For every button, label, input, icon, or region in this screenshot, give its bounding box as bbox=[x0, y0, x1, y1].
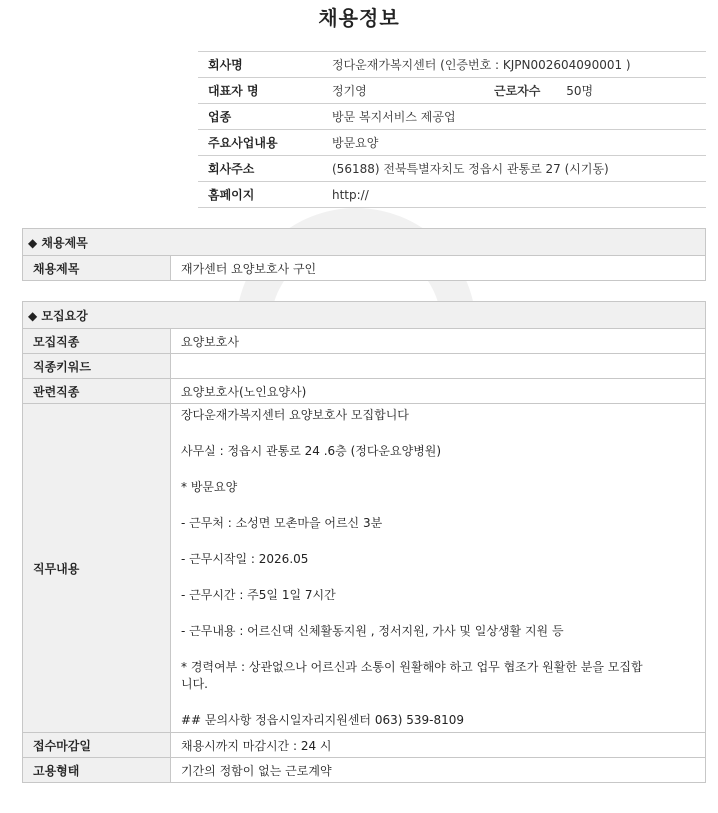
duty-line: - 근무시작일 : 2026.05 bbox=[181, 552, 309, 566]
business-row bbox=[198, 130, 706, 156]
recruit-title-value: 재가센터 요양보호사 구인 bbox=[171, 256, 706, 281]
duty-line: - 근무내용 : 어르신댁 신체활동지원 , 정서지원, 가사 및 일상생활 지원 등 bbox=[181, 624, 564, 638]
related-job-value: 요양보호사(노인요양사) bbox=[171, 379, 706, 404]
company-name-label: 회사명 bbox=[198, 52, 322, 78]
duty-line: 니다. bbox=[181, 677, 208, 691]
business-label: 주요사업내용 bbox=[198, 130, 322, 156]
industry-label: 업종 bbox=[198, 104, 322, 130]
company-info-table bbox=[198, 51, 706, 208]
employment-type-label: 고용형태 bbox=[23, 758, 171, 783]
recruit-title-label: 채용제목 bbox=[23, 256, 171, 281]
recruit-title-section bbox=[22, 228, 706, 281]
address-value: (56188) 전북특별자치도 정읍시 관통로 27 (시기동) bbox=[322, 156, 706, 182]
workers-label: 근로자수 bbox=[494, 84, 541, 98]
duty-line: ## 문의사항 정읍시일자리지원센터 063) 539-8109 bbox=[181, 713, 465, 727]
duty-line: * 방문요양 bbox=[181, 480, 238, 494]
homepage-link[interactable]: http:// bbox=[322, 182, 706, 208]
job-keyword-label: 직종키워드 bbox=[23, 354, 171, 379]
job-type-label: 모집직종 bbox=[23, 329, 171, 354]
deadline-value: 채용시까지 마감시간 : 24 시 bbox=[171, 733, 706, 758]
duty-content bbox=[171, 404, 706, 733]
representative-value: 정기영 bbox=[322, 78, 484, 104]
duty-line: * 경력여부 : 상관없으나 어르신과 소통이 원활해야 하고 업무 협조가 원활한 분을 모집합 bbox=[181, 660, 643, 674]
deadline-label: 접수마감일 bbox=[23, 733, 171, 758]
employment-type-value: 기간의 정함이 없는 근로계약 bbox=[171, 758, 706, 783]
homepage-row bbox=[198, 182, 706, 208]
duty-line: 장다운재가복지센터 요양보호사 모집합니다 bbox=[181, 408, 409, 422]
recruit-requirements-section bbox=[22, 301, 706, 783]
duty-line: - 근무시간 : 주5일 1일 7시간 bbox=[181, 588, 336, 602]
company-name-row bbox=[198, 52, 706, 78]
job-keyword-value bbox=[171, 354, 706, 379]
company-name-value: 정다운재가복지센터 (인증번호 : KJPN002604090001 ) bbox=[322, 52, 706, 78]
representative-label: 대표자 명 bbox=[198, 78, 322, 104]
workers-cell bbox=[484, 78, 706, 104]
recruit-title-header: ◆ 채용제목 bbox=[23, 229, 706, 256]
page-title: 채용정보 bbox=[318, 6, 400, 30]
industry-value: 방문 복지서비스 제공업 bbox=[322, 104, 706, 130]
address-label: 회사주소 bbox=[198, 156, 322, 182]
homepage-label: 홈페이지 bbox=[198, 182, 322, 208]
address-row bbox=[198, 156, 706, 182]
recruit-requirements-header: ◆ 모집요강 bbox=[23, 302, 706, 329]
job-type-value: 요양보호사 bbox=[171, 329, 706, 354]
duty-line: - 근무처 : 소성면 모촌마을 어르신 3분 bbox=[181, 516, 383, 530]
duty-label: 직무내용 bbox=[23, 404, 171, 733]
industry-row bbox=[198, 104, 706, 130]
duty-line: 사무실 : 정읍시 관통로 24 .6층 (정다운요양병원) bbox=[181, 444, 442, 458]
workers-value: 50명 bbox=[566, 84, 594, 98]
related-job-label: 관련직종 bbox=[23, 379, 171, 404]
business-value: 방문요양 bbox=[322, 130, 706, 156]
representative-row bbox=[198, 78, 706, 104]
